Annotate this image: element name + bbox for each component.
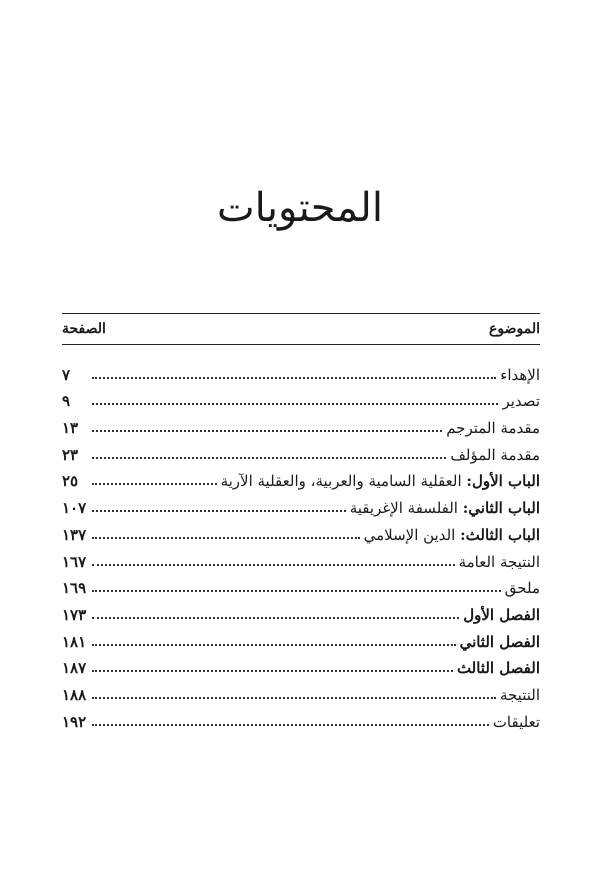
entry-part: الباب الأول: (466, 472, 540, 491)
entry-label (364, 526, 540, 544)
toc-list (62, 357, 540, 731)
entry-page-number: ٧ (62, 365, 71, 384)
dot-leader (92, 617, 459, 619)
entry-text: النتيجة العامة (458, 552, 540, 571)
entry-label (493, 713, 540, 731)
entry-page-number: ١٦٧ (62, 552, 87, 571)
dot-leader (92, 510, 346, 512)
entry-page-number: ١٨٨ (62, 685, 87, 704)
entry-page-number: ١٦٩ (62, 579, 87, 598)
entry-label (221, 472, 540, 490)
entry-text: الإهداء (500, 365, 540, 384)
entry-page-number: ٢٥ (62, 472, 79, 491)
dot-leader (92, 483, 217, 485)
toc-entry (62, 410, 540, 437)
toc-entry (62, 571, 540, 598)
toc-entry (62, 357, 540, 384)
toc-entry (62, 384, 540, 411)
entry-page-number: ١٠٧ (62, 499, 87, 518)
dot-leader (92, 724, 489, 726)
entry-label (463, 606, 540, 624)
toc-entry (62, 437, 540, 464)
dot-leader (92, 644, 456, 646)
entry-label (500, 366, 540, 384)
entry-label (350, 499, 540, 517)
entry-text: العقلية السامية والعربية، والعقلية الآرية (220, 472, 462, 491)
dot-leader (92, 537, 360, 539)
dot-leader (92, 430, 442, 432)
entry-page-number: ١٧٣ (62, 605, 87, 624)
entry-page-number: ٩ (62, 392, 71, 411)
toc-entry (62, 624, 540, 651)
entry-part: الباب الثاني: (462, 499, 540, 518)
toc-entry (62, 677, 540, 704)
entry-page-number: ١٩٢ (62, 712, 87, 731)
dot-leader (92, 697, 496, 699)
entry-text: الفصل الثالث (456, 659, 540, 678)
entry-text: مقدمة المؤلف (450, 445, 540, 464)
entry-text: الفصل الثاني (459, 632, 540, 651)
header-top-rule (62, 313, 540, 314)
header-page-label: الصفحة (62, 321, 106, 337)
toc-entry (62, 544, 540, 571)
toc-entry (62, 490, 540, 517)
entry-label (460, 633, 540, 651)
entry-page-number: ١٣٧ (62, 525, 87, 544)
entry-label (505, 579, 540, 597)
entry-page-number: ٢٣ (62, 445, 79, 464)
dot-leader (92, 457, 446, 459)
entry-text: الدين الإسلامي (363, 525, 456, 544)
entry-text: الفصل الأول (463, 605, 540, 624)
entry-label (459, 553, 540, 571)
dot-leader (92, 403, 498, 405)
page-title: المحتويات (217, 185, 383, 231)
entry-page-number: ١٨١ (62, 632, 87, 651)
dot-leader (92, 590, 501, 592)
toc-entry (62, 517, 540, 544)
entry-page-number: ١٨٧ (62, 659, 87, 678)
entry-label (446, 419, 540, 437)
entry-label (502, 392, 540, 410)
entry-text: النتيجة (499, 685, 540, 704)
header-bottom-rule (62, 344, 540, 345)
toc-entry (62, 704, 540, 731)
entry-text: ملحق (504, 579, 540, 598)
toc-entry (62, 651, 540, 678)
dot-leader (92, 670, 453, 672)
entry-text: تصدير (502, 392, 540, 411)
toc-entry (62, 464, 540, 491)
entry-label (457, 659, 540, 677)
dot-leader (92, 564, 455, 566)
entry-page-number: ١٣ (62, 419, 79, 438)
toc-entry (62, 597, 540, 624)
entry-part: الباب الثالث: (460, 525, 540, 544)
entry-label (500, 686, 540, 704)
entry-text: تعليقات (492, 712, 540, 731)
header-topic-label: الموضوع (489, 321, 540, 337)
entry-text: مقدمة المترجم (446, 419, 540, 438)
entry-label (450, 446, 540, 464)
dot-leader (92, 377, 496, 379)
entry-text: الفلسفة الإغريقية (349, 499, 458, 518)
toc-header (62, 316, 540, 342)
